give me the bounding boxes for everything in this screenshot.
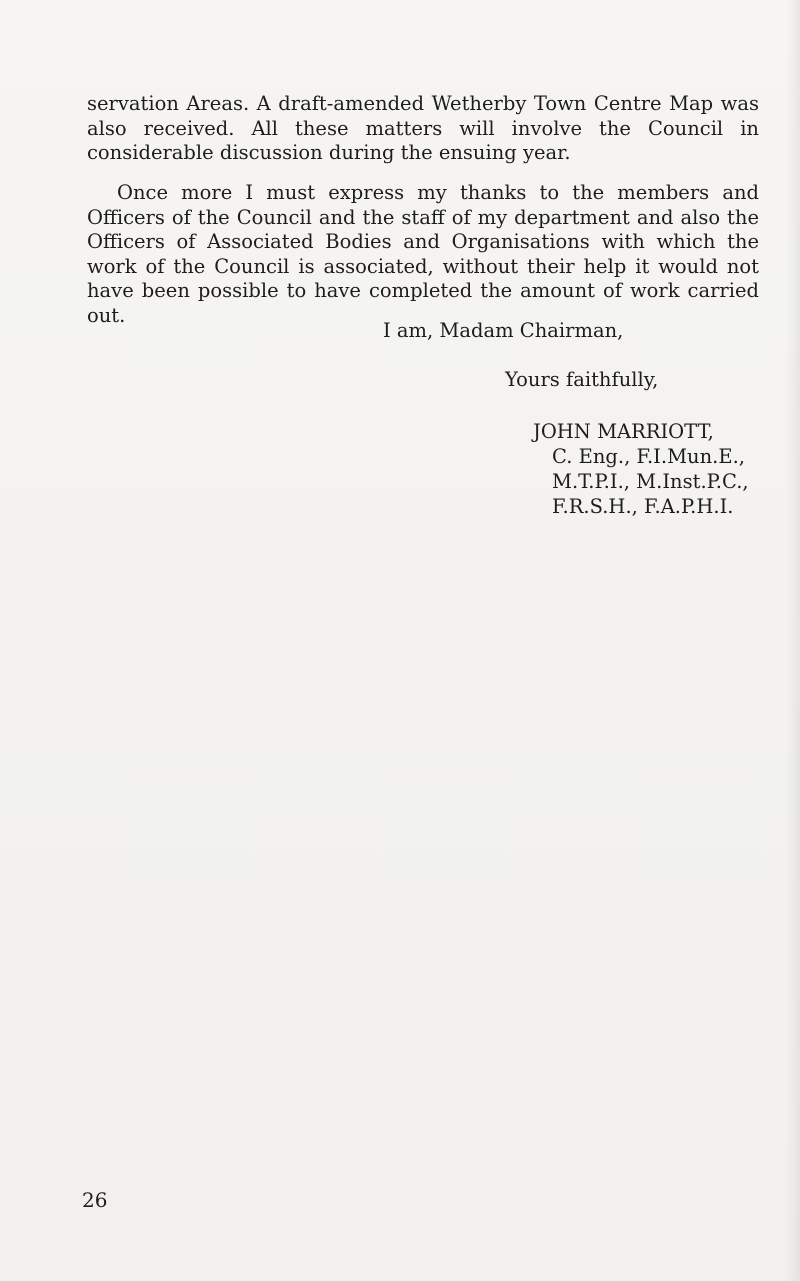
page-number: 26 bbox=[82, 1188, 108, 1212]
signatory-name: JOHN MARRIOTT, bbox=[533, 420, 714, 443]
paragraph-thanks bbox=[87, 181, 759, 328]
salutation: I am, Madam Chairman, bbox=[383, 319, 624, 342]
signatory-qualifications-line-3: F.R.S.H., F.A.P.H.I. bbox=[552, 495, 734, 518]
valediction: Yours faithfully, bbox=[505, 368, 659, 391]
paragraph-conservation-areas: servation Areas. A draft-amended Wetherby Town Centre Map was also received. All these matters will involve the Council in considerable discussion during the ensuing year. bbox=[87, 92, 759, 164]
signatory-qualifications-line-2: M.T.P.I., M.Inst.P.C., bbox=[552, 470, 749, 493]
page-edge-shadow bbox=[786, 0, 800, 1281]
paragraph-thanks-text: Once more I must express my thanks to the members and Officers of the Council and the staff of my department and also the Officers of Associated Bodies and Organisations with which the work of the Council is associated, without their help it would not have been possible to have completed the amount of work carried out. bbox=[87, 181, 759, 327]
signatory-qualifications-line-1: C. Eng., F.I.Mun.E., bbox=[552, 445, 746, 468]
